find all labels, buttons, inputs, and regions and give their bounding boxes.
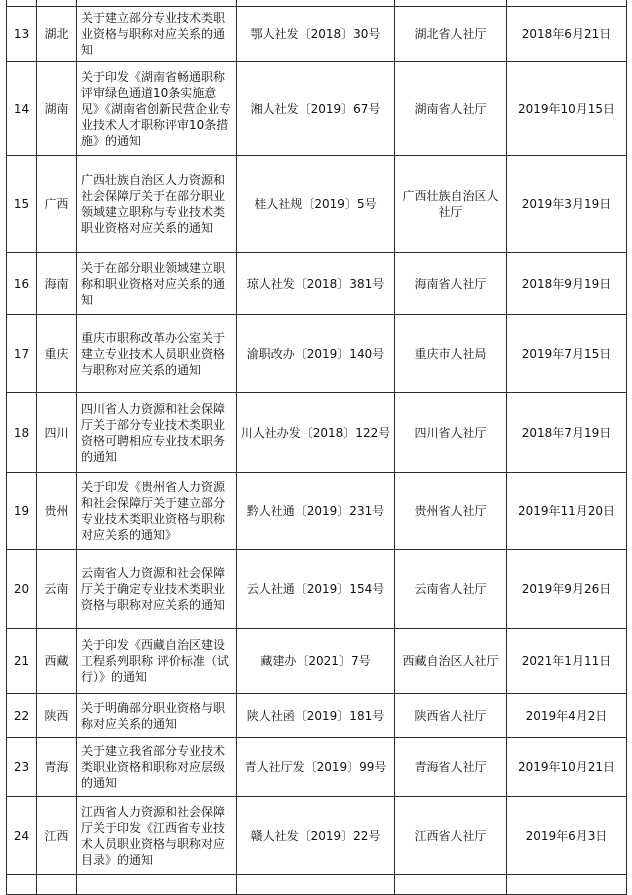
- document-number: 鄂人社发〔2018〕30号: [237, 7, 395, 62]
- document-number: 青人社厅发〔2019〕99号: [237, 738, 395, 797]
- document-title: 关于明确部分职业资格与职称对应关系的通知: [77, 694, 237, 738]
- province: 西藏: [37, 629, 77, 694]
- province: 青海: [37, 738, 77, 797]
- document-title: 关于在部分职业领域建立职称和职业资格对应关系的通知: [77, 253, 237, 315]
- issue-date: 2019年3月19日: [507, 156, 627, 253]
- issuing-body: 江西省人社厅: [395, 797, 507, 875]
- province: 湖南: [37, 62, 77, 156]
- table-row: [7, 7, 627, 62]
- document-title: 关于印发《西藏自治区建设工程系列职称 评价标准（试行）》的通知: [77, 629, 237, 694]
- row-number: 24: [7, 797, 37, 875]
- issue-date: 2018年9月19日: [507, 253, 627, 315]
- issuing-body: 湖北省人社厅: [395, 7, 507, 62]
- province: 云南: [37, 550, 77, 629]
- row-number: 15: [7, 156, 37, 253]
- table-row: [7, 253, 627, 315]
- document-number: 黔人社通〔2019〕231号: [237, 473, 395, 550]
- document-number: 陕人社函〔2019〕181号: [237, 694, 395, 738]
- cell: [237, 875, 395, 895]
- cell: [507, 875, 627, 895]
- issuing-body: 湖南省人社厅: [395, 62, 507, 156]
- document-number: 川人社办发〔2018〕122号: [237, 393, 395, 473]
- document-number: 琼人社发〔2018〕381号: [237, 253, 395, 315]
- row-number: 14: [7, 62, 37, 156]
- table-row: [7, 797, 627, 875]
- province: 广西: [37, 156, 77, 253]
- issuing-body: 重庆市人社局: [395, 315, 507, 393]
- row-number: 22: [7, 694, 37, 738]
- issue-date: 2018年7月19日: [507, 393, 627, 473]
- issue-date: 2019年10月15日: [507, 62, 627, 156]
- document-number: 赣人社发〔2019〕22号: [237, 797, 395, 875]
- issuing-body: 四川省人社厅: [395, 393, 507, 473]
- issuing-body: 海南省人社厅: [395, 253, 507, 315]
- row-number: 13: [7, 7, 37, 62]
- row-number: 20: [7, 550, 37, 629]
- issue-date: 2018年6月21日: [507, 7, 627, 62]
- province: 重庆: [37, 315, 77, 393]
- province: 湖北: [37, 7, 77, 62]
- province: 陕西: [37, 694, 77, 738]
- issue-date: 2021年1月11日: [507, 629, 627, 694]
- cell: [37, 875, 77, 895]
- document-title: 关于建立部分专业技术类职业资格与职称对应关系的通知: [77, 7, 237, 62]
- table-row: [7, 629, 627, 694]
- issuing-body: 陕西省人社厅: [395, 694, 507, 738]
- issuing-body: 广西壮族自治区人社厅: [395, 156, 507, 253]
- document-title: 江西省人力资源和社会保障厅关于印发《江西省专业技术人员职业资格与职称对应目录》的通知: [77, 797, 237, 875]
- province: 贵州: [37, 473, 77, 550]
- row-number: 23: [7, 738, 37, 797]
- issue-date: 2019年4月2日: [507, 694, 627, 738]
- cell: [77, 875, 237, 895]
- document-title: 广西壮族自治区人力资源和社会保障厅关于在部分职业领域建立职称与专业技术类职业资格对应关系的通知: [77, 156, 237, 253]
- issue-date: 2019年7月15日: [507, 315, 627, 393]
- row-number: 18: [7, 393, 37, 473]
- document-title: 云南省人力资源和社会保障厅关于确定专业技术类职业资格与职称对应关系的通知: [77, 550, 237, 629]
- document-title: 关于印发《贵州省人力资源和社会保障厅关于建立部分专业技术类职业资格与职称对应关系的通知》: [77, 473, 237, 550]
- row-number: 19: [7, 473, 37, 550]
- table-row: [7, 62, 627, 156]
- table-row: [7, 156, 627, 253]
- document-title: 关于建立我省部分专业技术类职业资格和职称对应层级的通知: [77, 738, 237, 797]
- table-row-partial: [7, 875, 627, 895]
- issuing-body: 西藏自治区人社厅: [395, 629, 507, 694]
- table-row: [7, 473, 627, 550]
- issue-date: 2019年9月26日: [507, 550, 627, 629]
- issuing-body: 青海省人社厅: [395, 738, 507, 797]
- document-number: 云人社通〔2019〕154号: [237, 550, 395, 629]
- row-number: 21: [7, 629, 37, 694]
- province: 海南: [37, 253, 77, 315]
- province: 江西: [37, 797, 77, 875]
- document-number: 桂人社规〔2019〕5号: [237, 156, 395, 253]
- table-row: [7, 550, 627, 629]
- document-title: 重庆市职称改革办公室关于建立专业技术人员职业资格与职称对应关系的通知: [77, 315, 237, 393]
- table-row: [7, 738, 627, 797]
- table-row: [7, 393, 627, 473]
- cell: [395, 875, 507, 895]
- row-number: 16: [7, 253, 37, 315]
- document-number: 藏建办〔2021〕7号: [237, 629, 395, 694]
- issue-date: 2019年10月21日: [507, 738, 627, 797]
- table-row: [7, 694, 627, 738]
- row-number: 17: [7, 315, 37, 393]
- province: 四川: [37, 393, 77, 473]
- table-row: [7, 315, 627, 393]
- document-number: 湘人社发〔2019〕67号: [237, 62, 395, 156]
- document-title: 四川省人力资源和社会保障厅关于部分专业技术类职业资格可聘相应专业技术职务的通知: [77, 393, 237, 473]
- qualification-title-table: [6, 0, 627, 895]
- issuing-body: 云南省人社厅: [395, 550, 507, 629]
- issue-date: 2019年6月3日: [507, 797, 627, 875]
- issue-date: 2019年11月20日: [507, 473, 627, 550]
- document-number: 渝职改办〔2019〕140号: [237, 315, 395, 393]
- issuing-body: 贵州省人社厅: [395, 473, 507, 550]
- document-title: 关于印发《湖南省畅通职称评审绿色通道10条实施意见》《湖南省创新民营企业专业技术人才职称评审10条措施》的通知: [77, 62, 237, 156]
- cell: [7, 875, 37, 895]
